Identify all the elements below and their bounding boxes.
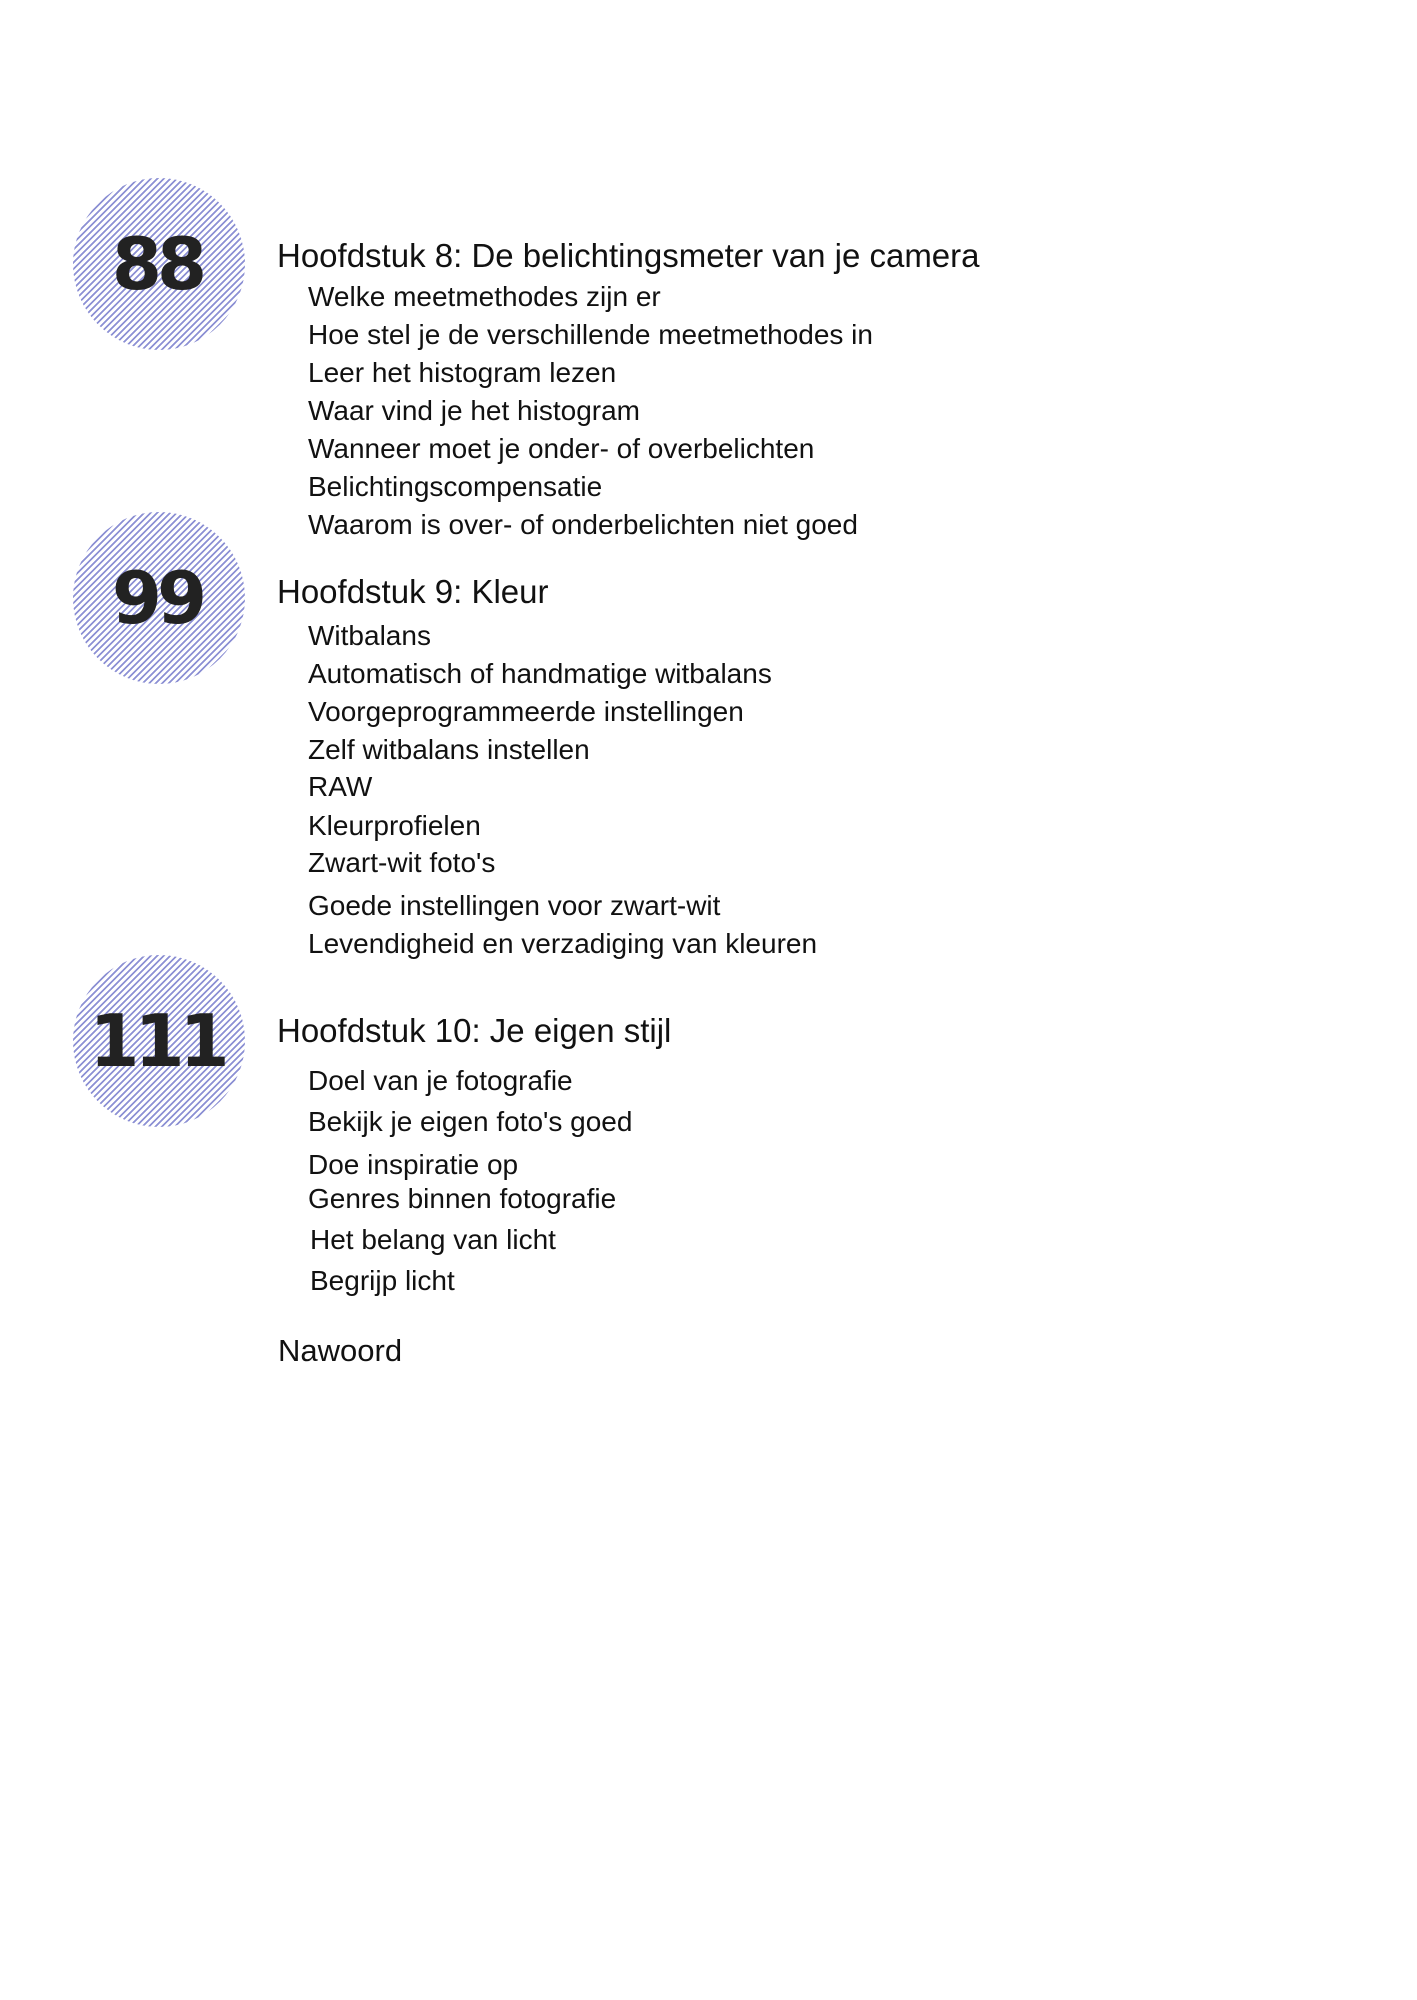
toc-item[interactable]: Goede instellingen voor zwart-wit — [308, 890, 721, 921]
toc-item[interactable]: Wanneer moet je onder- of overbelichten — [308, 433, 815, 464]
toc-item[interactable]: Kleurprofielen — [308, 810, 481, 841]
toc-item[interactable]: Doe inspiratie op — [308, 1149, 519, 1180]
toc-item[interactable]: Witbalans — [308, 620, 431, 651]
toc-item[interactable]: Zelf witbalans instellen — [308, 734, 590, 765]
toc-item[interactable]: Leer het histogram lezen — [308, 357, 617, 388]
toc-item[interactable]: Genres binnen fotografie — [308, 1183, 617, 1214]
toc-item[interactable]: Het belang van licht — [310, 1224, 556, 1255]
page-number: 111 — [89, 999, 225, 1083]
page-number: 99 — [111, 556, 203, 640]
chapter-title[interactable]: Hoofdstuk 9: Kleur — [277, 573, 549, 610]
chapter-title[interactable]: Hoofdstuk 8: De belichtingsmeter van je camera — [277, 237, 980, 274]
chapter-title[interactable]: Hoofdstuk 10: Je eigen stijl — [277, 1012, 672, 1049]
toc-item[interactable]: Zwart-wit foto's — [308, 847, 496, 878]
toc-item[interactable]: Voorgeprogrammeerde instellingen — [308, 696, 744, 727]
toc-item[interactable]: Welke meetmethodes zijn er — [308, 281, 661, 312]
toc-item[interactable]: Levendigheid en verzadiging van kleuren — [308, 928, 818, 959]
page-number-badge — [73, 955, 245, 1127]
toc-item[interactable]: Waarom is over- of onderbelichten niet goed — [308, 509, 858, 540]
afterword-link[interactable]: Nawoord — [278, 1333, 403, 1368]
page-number-badge — [73, 178, 245, 350]
toc-item[interactable]: Automatisch of handmatige witbalans — [308, 658, 772, 689]
page-number: 88 — [111, 222, 203, 306]
toc-item[interactable]: Waar vind je het histogram — [308, 395, 640, 426]
toc-item[interactable]: Doel van je fotografie — [308, 1065, 573, 1096]
page-number-badge — [73, 512, 245, 684]
toc-item[interactable]: Belichtingscompensatie — [308, 471, 603, 502]
toc-item[interactable]: Bekijk je eigen foto's goed — [308, 1106, 633, 1137]
toc-item[interactable]: Hoe stel je de verschillende meetmethodes in — [308, 319, 873, 350]
toc-item[interactable]: Begrijp licht — [310, 1265, 455, 1296]
toc-item[interactable]: RAW — [308, 771, 373, 802]
